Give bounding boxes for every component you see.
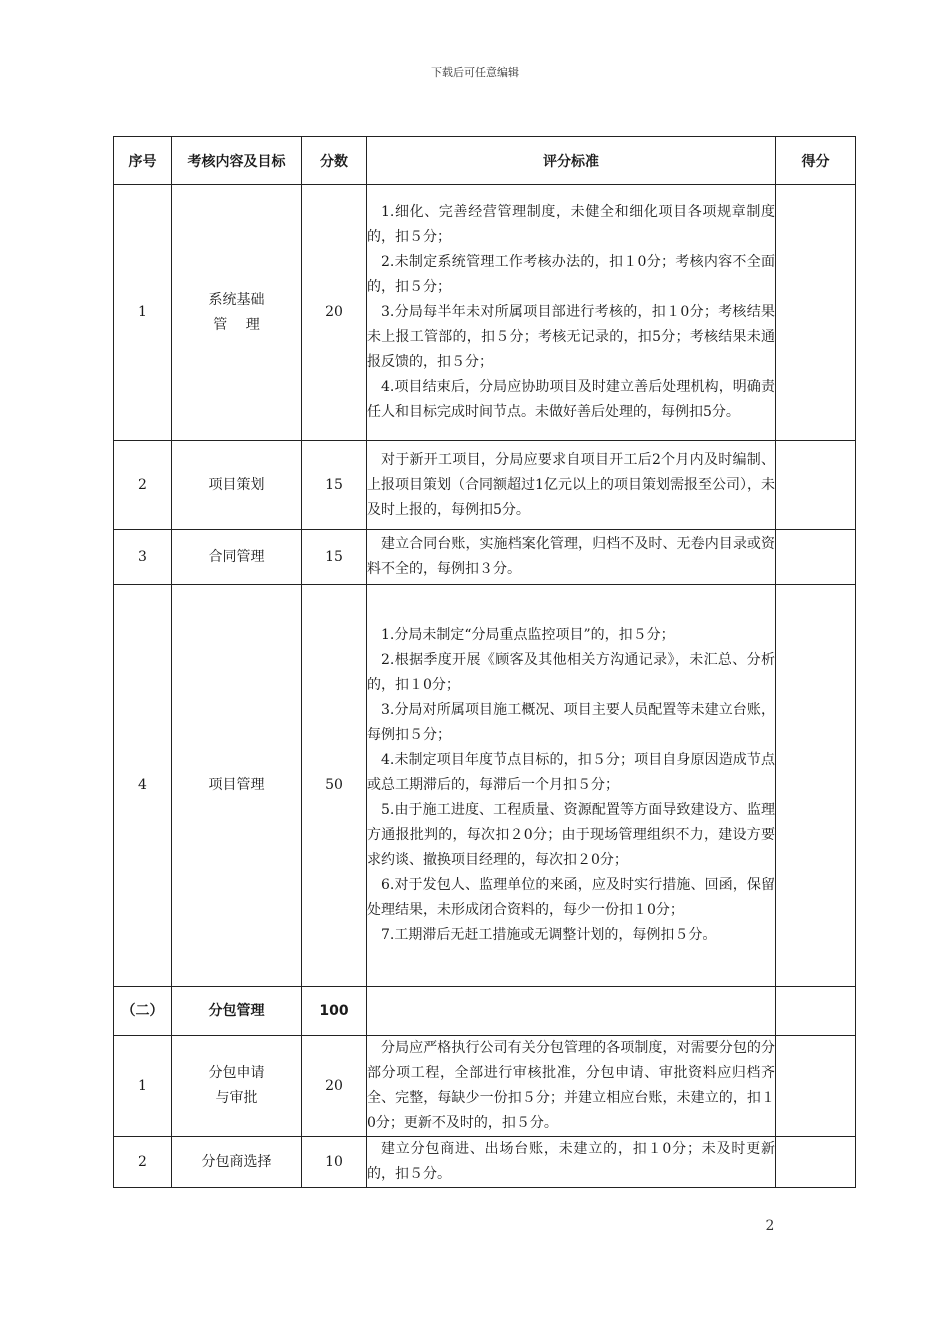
row-no: 2 — [114, 1137, 172, 1188]
row-score: 10 — [302, 1137, 367, 1188]
criteria-line: 建立分包商进、出场台账，未建立的，扣１0分；未及时更新的，扣５分。 — [367, 1141, 775, 1182]
table-row — [114, 441, 856, 530]
row-no: 4 — [114, 585, 172, 987]
table-row — [114, 1036, 856, 1137]
row-no: 1 — [114, 1036, 172, 1137]
row-got — [776, 585, 856, 987]
row-content-line: 项目策划 — [208, 476, 265, 493]
col-header-score: 分数 — [302, 137, 367, 185]
section-title: 分包管理 — [172, 987, 302, 1036]
table-row — [114, 1137, 856, 1188]
row-criteria — [367, 441, 776, 530]
row-got — [776, 185, 856, 441]
col-header-criteria: 评分标准 — [367, 137, 776, 185]
criteria-line: 2.根据季度开展《顾客及其他相关方沟通记录》，未汇总、分析的，扣１0分； — [367, 652, 775, 693]
section-row — [114, 987, 856, 1036]
row-got — [776, 530, 856, 585]
criteria-line: 建立合同台账，实施档案化管理，归档不及时、无卷内目录或资料不全的，每例扣３分。 — [367, 536, 775, 577]
page-number: 2 — [765, 1218, 775, 1234]
criteria-line: 1.分局未制定“分局重点监控项目”的，扣５分； — [381, 627, 675, 643]
row-content-line: 项目管理 — [208, 777, 265, 793]
row-content — [172, 1036, 302, 1137]
row-content-line: 合同管理 — [208, 548, 265, 565]
row-score: 15 — [302, 530, 367, 585]
row-content — [172, 530, 302, 585]
section-no: （二） — [114, 987, 172, 1036]
row-criteria — [367, 530, 776, 585]
col-header-no: 序号 — [114, 137, 172, 185]
row-content — [172, 585, 302, 987]
criteria-line: 7.工期滞后无赶工措施或无调整计划的，每例扣５分。 — [381, 927, 717, 943]
criteria-line: 1.细化、完善经营管理制度，未健全和细化项目各项规章制度的，扣５分； — [367, 204, 775, 245]
row-content — [172, 1137, 302, 1188]
row-score: 20 — [302, 185, 367, 441]
criteria-line: 3.分局对所属项目施工概况、项目主要人员配置等未建立台账，每例扣５分； — [367, 702, 775, 743]
col-header-content: 考核内容及目标 — [172, 137, 302, 185]
row-no: 2 — [114, 441, 172, 530]
row-content — [172, 185, 302, 441]
row-no: 1 — [114, 185, 172, 441]
table-header-row — [114, 137, 856, 185]
row-content-line: 分包商选择 — [201, 1153, 272, 1170]
row-content-line: 分包申请 — [208, 1065, 265, 1081]
criteria-line: 2.未制定系统管理工作考核办法的，扣１0分；考核内容不全面的，扣５分； — [367, 254, 775, 295]
row-got — [776, 1036, 856, 1137]
criteria-line: 3.分局每半年未对所属项目部进行考核的，扣１0分；考核结果未上报工管部的，扣５分；考核无记录的，扣5分；考核结果未通报反馈的，扣５分； — [367, 304, 775, 370]
criteria-line: 对于新开工项目，分局应要求自项目开工后2个月内及时编制、上报项目策划（合同额超过1亿元以上的项目策划需报至公司），未及时上报的，每例扣5分。 — [367, 451, 775, 518]
row-criteria — [367, 1036, 776, 1137]
row-score: 20 — [302, 1036, 367, 1137]
row-content — [172, 441, 302, 530]
row-got — [776, 441, 856, 530]
table-row — [114, 530, 856, 585]
page-header-note: 下载后可任意编辑 — [431, 66, 519, 79]
table-row — [114, 185, 856, 441]
criteria-line: 分局应严格执行公司有关分包管理的各项制度，对需要分包的分部分项工程，全部进行审核批准，分包申请、审批资料应归档齐全、完整，每缺少一份扣５分；并建立相应台账，未建立的，扣１0分；更新不及时的，扣５分。 — [367, 1040, 775, 1131]
row-content-line: 系统基础 — [208, 291, 265, 308]
table-row — [114, 585, 856, 987]
section-score: 100 — [302, 987, 367, 1036]
row-no: 3 — [114, 530, 172, 585]
row-content-line: 与审批 — [215, 1090, 258, 1106]
criteria-line: 4.项目结束后，分局应协助项目及时建立善后处理机构，明确责任人和目标完成时间节点。未做好善后处理的，每例扣5分。 — [367, 379, 775, 420]
criteria-line: 5.由于施工进度、工程质量、资源配置等方面导致建设方、监理方通报批判的，每次扣２0分；由于现场管理组织不力，建设方要求约谈、撤换项目经理的，每次扣２0分； — [367, 802, 775, 868]
row-got — [776, 1137, 856, 1188]
row-criteria — [367, 185, 776, 441]
criteria-line: 4.未制定项目年度节点目标的，扣５分；项目自身原因造成节点或总工期滞后的，每滞后一个月扣５分； — [367, 752, 775, 793]
section-criteria — [367, 987, 776, 1036]
row-criteria — [367, 585, 776, 987]
criteria-line: 6.对于发包人、监理单位的来函，应及时实行措施、回函，保留处理结果，未形成闭合资料的，每少一份扣１0分； — [367, 877, 775, 918]
col-header-got: 得分 — [776, 137, 856, 185]
assessment-table — [113, 136, 856, 1188]
section-got — [776, 987, 856, 1036]
row-score: 15 — [302, 441, 367, 530]
row-criteria — [367, 1137, 776, 1188]
row-score: 50 — [302, 585, 367, 987]
row-content-line: 管 理 — [213, 316, 260, 333]
